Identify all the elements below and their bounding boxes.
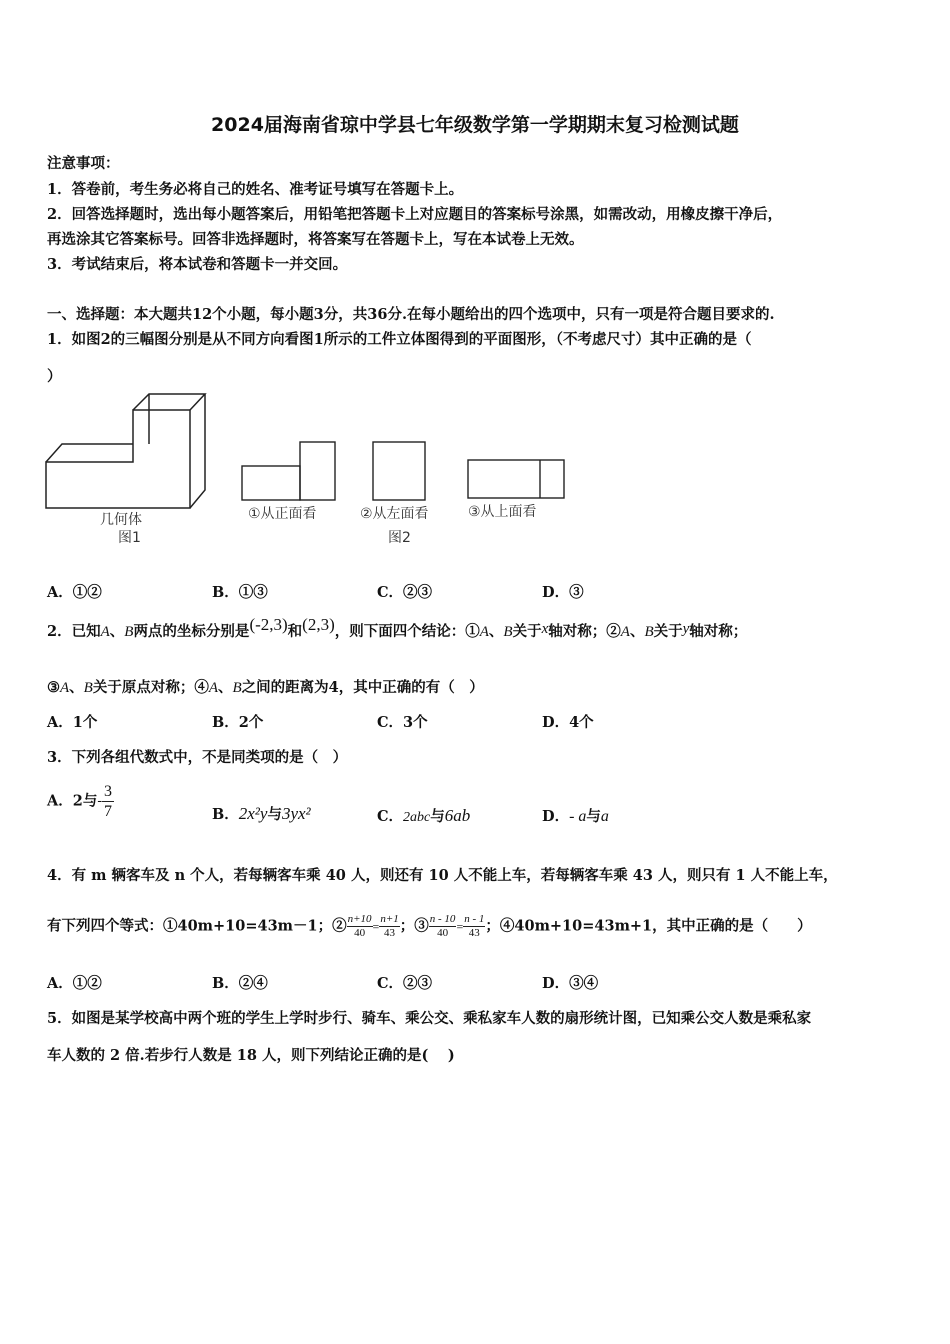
solid-3d-figure bbox=[46, 394, 205, 508]
q3-option-c bbox=[377, 805, 470, 826]
fig1-caption: 图1 bbox=[118, 530, 141, 546]
fraction-denominator: 40 bbox=[437, 927, 449, 939]
q2-text-9: 之间的距离为4，其中正确的有（ ） bbox=[241, 679, 484, 696]
q2-text-2: 两点的坐标分别是 bbox=[133, 623, 250, 640]
point-b: B bbox=[644, 624, 654, 640]
q2-option-d: D．4个 bbox=[542, 714, 594, 731]
point-b: B bbox=[124, 624, 134, 640]
point-a: A bbox=[620, 624, 630, 640]
point-a: A bbox=[479, 624, 489, 640]
q2-text-1: 2．已知 bbox=[47, 623, 101, 640]
fraction-numerator: n - 1 bbox=[464, 913, 485, 925]
q2-text-3: ，则下面四个结论：① bbox=[334, 623, 480, 640]
q2-option-c: C．3个 bbox=[377, 714, 428, 731]
q3-option-b bbox=[212, 803, 311, 824]
q2-sep: 、 bbox=[69, 679, 84, 696]
point-b: B bbox=[232, 680, 242, 696]
equals-sign: = bbox=[372, 919, 380, 934]
x-axis-var: x bbox=[541, 621, 549, 637]
q2-text-7: ③ bbox=[47, 679, 60, 696]
q1-stem-end: ） bbox=[47, 368, 62, 385]
q5-stem-line2: 车人数的 2 倍.若步行人数是 18 人，则下列结论正确的是( ) bbox=[47, 1047, 455, 1064]
fraction-numerator: n+1 bbox=[380, 913, 399, 925]
q3-option-d-with: 与 bbox=[586, 808, 601, 825]
q5-stem-line1: 5．如图是某学校高中两个班的学生上学时步行、骑车、乘公交、乘私家车人数的扇形统计图，已知乘公交人数是乘私家 bbox=[47, 1010, 812, 1027]
q3-option-a bbox=[47, 782, 114, 821]
q4-option-c: C．②③ bbox=[377, 975, 433, 992]
fraction-numerator: n - 10 bbox=[429, 913, 456, 925]
point-a: A bbox=[100, 624, 110, 640]
q4-text-1: 有下列四个等式：①40m+10=43m－1；② bbox=[47, 917, 347, 935]
q4-text-2: ；③ bbox=[399, 917, 429, 935]
section-heading: 一、选择题：本大题共12个小题，每小题3分，共36分.在每小题给出的四个选项中，只有一项是符合题目要求的. bbox=[47, 306, 775, 323]
q3-option-c-expr1: 2abc bbox=[403, 810, 431, 825]
q1-option-d: D．③ bbox=[542, 584, 584, 601]
coord-a: (-2,3) bbox=[249, 615, 288, 634]
q1-option-a: A．①② bbox=[47, 584, 102, 601]
fraction-denominator: 43 bbox=[468, 927, 480, 939]
notice-item-3: 3．考试结束后，将本试卷和答题卡一并交回。 bbox=[47, 256, 348, 273]
q4-fraction-1 bbox=[347, 913, 373, 940]
q3-stem: 3．下列各组代数式中，不是同类项的是（ ） bbox=[47, 749, 348, 766]
q3-option-b-expr2: 3yx² bbox=[281, 804, 311, 823]
q4-stem-line1: 4．有 m 辆客车及 n 个人，若每辆客车乘 40 人，则还有 10 人不能上车，若每辆客车乘 43 人，则只有 1 人不能上车， bbox=[47, 867, 838, 884]
fraction-numerator: 3 bbox=[104, 783, 113, 800]
q4-stem-line2 bbox=[47, 913, 812, 940]
q2-text-4b: 关于 bbox=[653, 623, 683, 640]
q2-sep: 、 bbox=[218, 679, 233, 696]
fraction-denominator: 40 bbox=[354, 927, 366, 939]
q2-text-8: 关于原点对称；④ bbox=[92, 679, 209, 696]
y-axis-var: y bbox=[682, 621, 690, 637]
q1-option-b: B．①③ bbox=[212, 584, 268, 601]
q1-stem: 1．如图2的三幅图分别是从不同方向看图1所示的工件立体图得到的平面图形，（不考虑尺寸）其中正确的是（ bbox=[47, 331, 752, 348]
q4-fraction-4 bbox=[463, 913, 485, 940]
q2-and: 和 bbox=[287, 623, 303, 640]
q3-option-c-expr2: 6ab bbox=[444, 806, 471, 825]
fraction-denominator: 43 bbox=[384, 927, 396, 939]
page-title: 2024届海南省琼中学县七年级数学第一学期期末复习检测试题 bbox=[211, 114, 739, 136]
q2-stem-line1 bbox=[47, 615, 748, 641]
q3-option-c-with: 与 bbox=[430, 808, 445, 825]
left-view-label: ②从左面看 bbox=[360, 506, 429, 522]
q1-option-c: C．②③ bbox=[377, 584, 433, 601]
q3-option-d bbox=[542, 805, 609, 826]
q3-option-a-fraction bbox=[102, 782, 114, 821]
q2-sep: 、 bbox=[109, 623, 125, 640]
coord-b: (2,3) bbox=[302, 615, 335, 634]
q4-fraction-2 bbox=[379, 913, 399, 940]
equals-sign: = bbox=[456, 919, 464, 934]
q2-option-b: B．2个 bbox=[212, 714, 264, 731]
q3-option-d-expr2: a bbox=[600, 808, 609, 825]
notice-item-2a: 2．回答选择题时，选出每小题答案后，用铅笔把答题卡上对应题目的答案标号涂黑，如需改动，用橡皮擦干净后， bbox=[47, 206, 783, 223]
q3-option-b-label: B． bbox=[212, 806, 239, 823]
q3-option-d-expr1: - a bbox=[569, 808, 587, 825]
q2-stem-line2 bbox=[47, 676, 484, 697]
q2-text-6: 轴对称； bbox=[689, 623, 748, 640]
notice-item-2b: 再选涂其它答案标号。回答非选择题时，将答案写在答题卡上，写在本试卷上无效。 bbox=[47, 231, 584, 248]
point-b: B bbox=[83, 680, 93, 696]
q4-option-d: D．③④ bbox=[542, 975, 599, 992]
q4-option-a: A．①② bbox=[47, 975, 102, 992]
q1-figure bbox=[40, 390, 580, 550]
q2-text-4: 关于 bbox=[512, 623, 542, 640]
fig1-label: 几何体 bbox=[100, 512, 142, 528]
fraction-denominator: 7 bbox=[104, 803, 113, 820]
top-view bbox=[468, 460, 564, 498]
q4-fraction-3 bbox=[429, 913, 457, 940]
q2-sep: 、 bbox=[629, 623, 645, 640]
q4-text-3: ；④40m+10=43m+1，其中正确的是（ ） bbox=[485, 917, 812, 935]
top-view-label: ③从上面看 bbox=[468, 504, 537, 520]
q2-sep: 、 bbox=[488, 623, 504, 640]
fig2-caption: 图2 bbox=[388, 530, 411, 546]
front-view bbox=[242, 442, 335, 500]
q3-option-a-sign: - bbox=[97, 793, 103, 809]
q3-option-b-expr1: 2x²y bbox=[238, 804, 268, 823]
q3-option-c-label: C． bbox=[377, 808, 404, 825]
point-a: A bbox=[208, 680, 219, 696]
fraction-numerator: n+10 bbox=[347, 913, 372, 925]
point-a: A bbox=[60, 680, 70, 696]
point-b: B bbox=[503, 624, 513, 640]
notice-heading: 注意事项： bbox=[47, 155, 120, 172]
left-view bbox=[373, 442, 425, 500]
q2-text-5: 轴对称；② bbox=[548, 623, 621, 640]
notice-item-1: 1．答卷前，考生务必将自己的姓名、准考证号填写在答题卡上。 bbox=[47, 181, 464, 198]
front-view-label: ①从正面看 bbox=[248, 506, 317, 522]
q3-option-b-with: 与 bbox=[267, 806, 282, 823]
q2-option-a: A．1个 bbox=[47, 714, 98, 731]
q4-option-b: B．②④ bbox=[212, 975, 268, 992]
q3-option-d-label: D． bbox=[542, 808, 570, 825]
q3-option-a-label: A．2与 bbox=[47, 792, 98, 810]
